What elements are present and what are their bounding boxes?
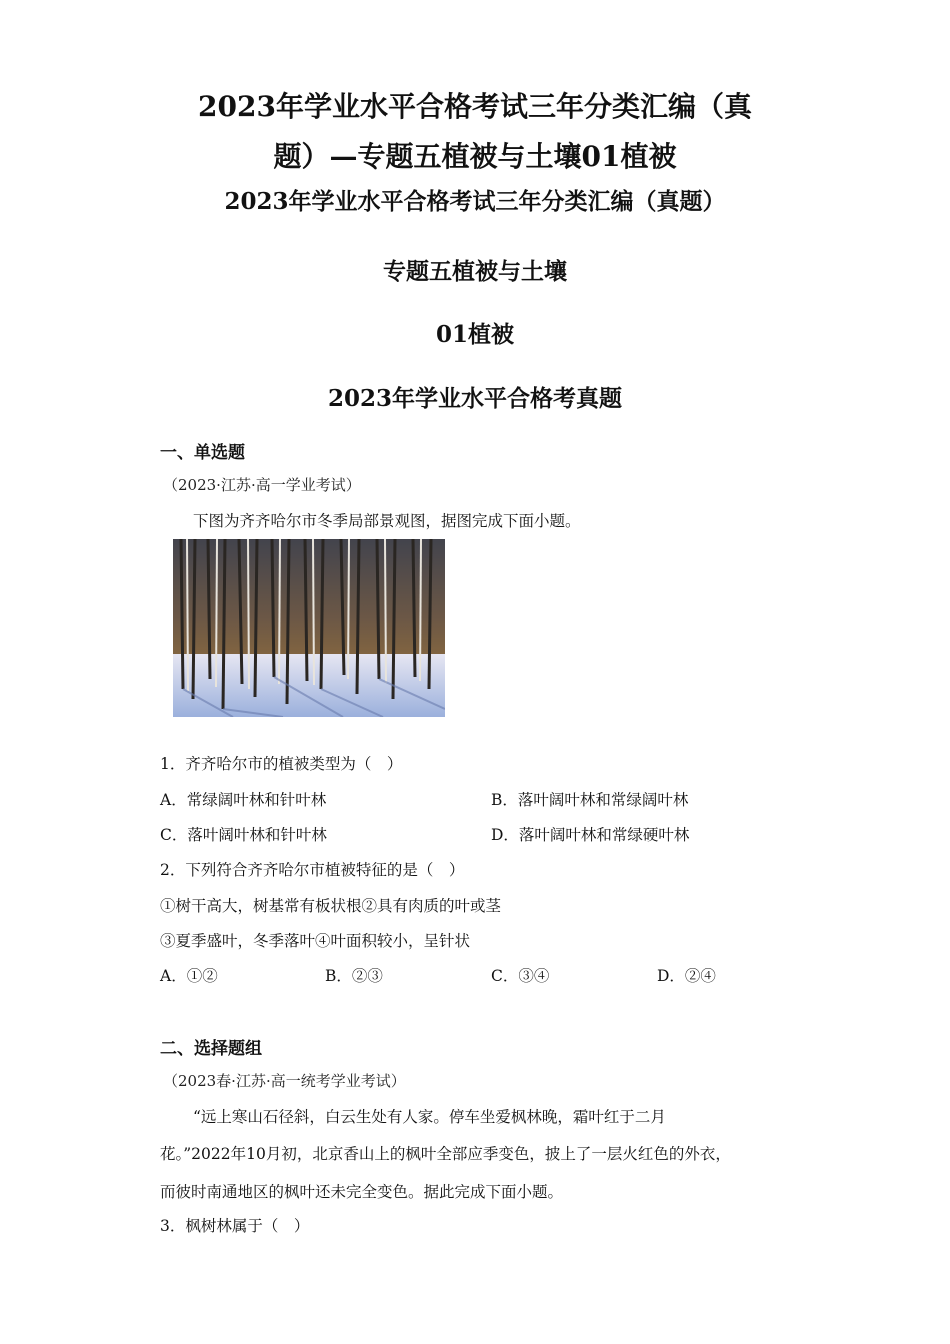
q1-option-b: B．落叶阔叶林和常绿阔叶林 <box>491 791 689 809</box>
q2-statement-line1: ①树干高大，树基常有板状根②具有肉质的叶或茎 <box>160 897 502 915</box>
q1-option-d: D．落叶阔叶林和常绿硬叶林 <box>491 826 690 844</box>
q2-option-c: C．③④ <box>491 967 550 985</box>
section2-passage-line2: 花。”2022年10月初，北京香山上的枫叶全部应季变色，披上了一层火红色的外衣， <box>160 1145 731 1163</box>
q1-option-c: C．落叶阔叶林和针叶林 <box>160 826 327 844</box>
section1-heading: 一、单选题 <box>160 443 245 463</box>
subtitle: 2023年学业水平合格考试三年分类汇编（真题） <box>224 188 726 215</box>
section1-intro: 下图为齐齐哈尔市冬季局部景观图，据图完成下面小题。 <box>193 512 581 530</box>
q3-stem: 3．枫树林属于（ ） <box>160 1217 310 1235</box>
winter-forest-photo <box>173 539 445 717</box>
q1-option-a: A．常绿阔叶林和针叶林 <box>160 791 327 809</box>
q2-option-a: A．①② <box>160 967 218 985</box>
topic-heading: 专题五植被与土壤 <box>383 258 567 285</box>
q2-stem: 2．下列符合齐齐哈尔市植被特征的是（ ） <box>160 861 465 879</box>
main-title <box>160 82 790 182</box>
q2-statement-line2: ③夏季盛叶，冬季落叶④叶面积较小，呈针状 <box>160 932 471 950</box>
q2-option-d: D．②④ <box>657 967 716 985</box>
unit-heading: 01植被 <box>435 321 514 348</box>
section2-heading: 二、选择题组 <box>160 1039 262 1059</box>
section2-passage-line1: “远上寒山石径斜，白云生处有人家。停车坐爱枫林晚，霜叶红于二月 <box>193 1108 666 1126</box>
section2-source: （2023春·江苏·高一统考学业考试） <box>163 1072 406 1090</box>
main-title-line1: 2023年学业水平合格考试三年分类汇编（真 <box>198 90 752 123</box>
section1-source: （2023·江苏·高一学业考试） <box>163 476 361 494</box>
main-title-line2: 题）—专题五植被与土壤01植被 <box>273 140 677 173</box>
exam-heading: 2023年学业水平合格考真题 <box>327 385 622 412</box>
section2-passage-line3: 而彼时南通地区的枫叶还未完全变色。据此完成下面小题。 <box>160 1183 564 1201</box>
q1-stem: 1．齐齐哈尔市的植被类型为（ ） <box>160 755 403 773</box>
q2-option-b: B．②③ <box>325 967 383 985</box>
